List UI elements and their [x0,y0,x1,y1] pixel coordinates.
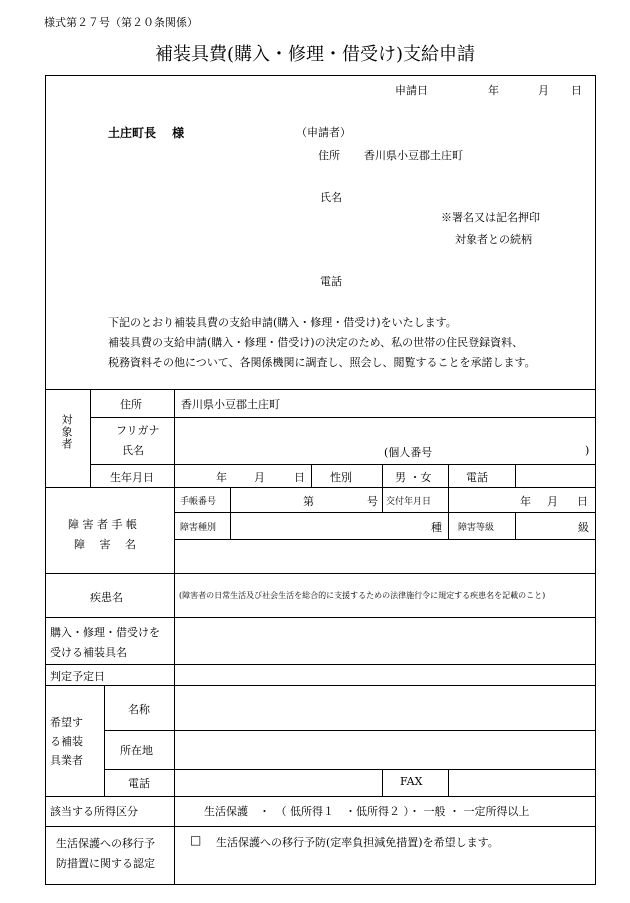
subject-furigana-label: フリガナ [116,424,160,437]
vendor-name-label: 名称 [128,703,150,716]
judgment-date-label: 判定予定日 [50,670,105,683]
welfare-label-line-1: 生活保護への移行予 [56,837,155,850]
application-month: 月 [538,84,549,97]
subject-phone-label: 電話 [466,471,488,484]
applicant-phone-label: 電話 [320,275,342,288]
welfare-checkbox[interactable]: □ [190,833,202,847]
dob-month: 月 [254,471,265,484]
application-year: 年 [488,84,499,97]
addressee: 土庄町長 様 [108,126,185,140]
application-date-label: 申請日 [395,84,428,97]
issue-date-label: 交付年月日 [386,497,432,507]
disease-note: (障害者の日常生活及び社会生活を総合的に支援するための法律施行令に規定する疾患名を記載のこと) [179,591,546,600]
applicant-address-label: 住所 [318,149,340,162]
application-day: 日 [571,84,582,97]
disability-section-line-2: 障 害 名 [74,538,136,551]
notebook-number-label: 手帳番号 [180,497,217,507]
vendor-location-label: 所在地 [120,744,153,757]
issue-day: 日 [577,495,588,508]
issue-year: 年 [520,495,531,508]
device-label-line-2: 受ける補装具名 [50,646,127,659]
dob-day: 日 [294,471,305,484]
subject-address-label: 住所 [120,398,142,411]
dob-label: 生年月日 [110,471,154,484]
issue-month: 月 [547,495,558,508]
form-number: 様式第２７号（第２０条関係） [44,16,198,29]
applicant-label: （申請者） [296,126,351,139]
disability-grade-label: 障害等級 [458,523,495,533]
notebook-number-prefix: 第 [303,495,314,508]
gender-label: 性別 [330,471,352,484]
seal-note: ※署名又は記名押印 [441,211,540,224]
dob-year: 年 [216,471,227,484]
subject-section-label: 対象者 [60,414,73,450]
vendor-section-line-3: 具業者 [50,754,83,767]
disability-type-suffix: 種 [431,521,442,534]
application-form [45,75,596,885]
subject-name-label: 氏名 [122,444,144,457]
income-category-label: 該当する所得区分 [50,805,138,818]
disability-grade-suffix: 級 [578,521,589,534]
disability-section-line-1: 障 害 者 手 帳 [68,518,137,531]
body-line-2: 補装具費の支給申請(購入・修理・借受け)の決定のため、私の世帯の住民登録資料、 [108,336,524,349]
gender-options: 男 ・女 [395,471,432,484]
vendor-phone-label: 電話 [128,777,150,790]
body-line-1: 下記のとおり補装具費の支給申請(購入・修理・借受け)をいたします。 [108,316,457,329]
device-label-line-1: 購入・修理・借受けを [50,626,160,639]
applicant-address-value: 香川県小豆郡土庄町 [364,149,463,162]
vendor-section-line-1: 希望す [50,716,83,729]
subject-address-value: 香川県小豆郡土庄町 [181,398,280,411]
notebook-number-suffix: 号 [367,495,378,508]
disease-label: 疾患名 [90,591,123,604]
welfare-text: 生活保護への移行予防(定率負担減免措置)を希望します。 [216,836,499,849]
form-title: 補装具費(購入・修理・借受け)支給申請 [154,44,476,65]
body-line-3: 税務資料その他について、各関係機関に調査し、照会し、閲覧することを承諾します。 [108,356,536,369]
individual-number-close: ) [585,444,590,457]
disability-type-label: 障害種別 [180,523,217,533]
relationship-label: 対象者との続柄 [455,233,532,246]
income-category-options: 生活保護 ・ （ 低所得１ ・低所得２ ）・ 一般 ・ 一定所得以上 [204,805,530,818]
applicant-name-label: 氏名 [320,191,342,204]
individual-number-label: (個人番号 [384,446,433,459]
vendor-fax-label: FAX [400,775,423,788]
vendor-section-line-2: る補装 [50,735,83,748]
welfare-label-line-2: 防措置に関する認定 [56,857,155,870]
